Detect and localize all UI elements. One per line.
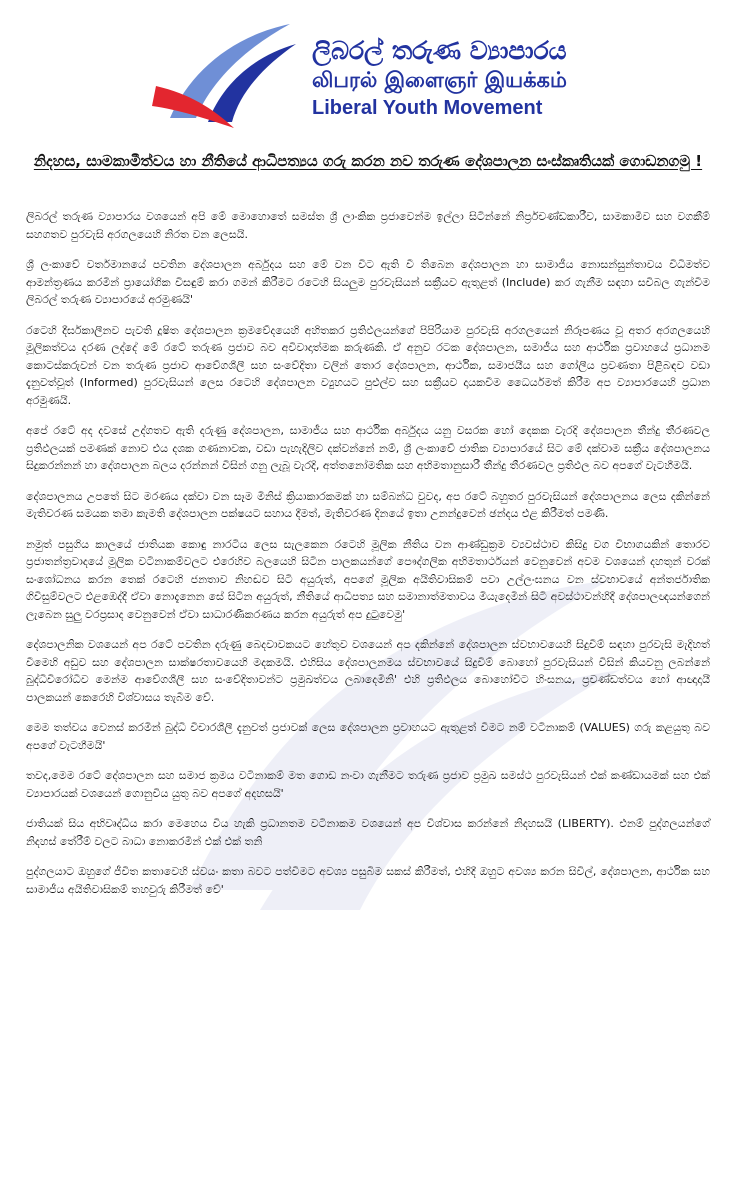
paragraph: ශ්‍රී ලංකාවේ වර්තමානයේ පවතින දේශපාලන අර්බුදය සහ මේ වන විට ඇති වී තිබෙන දේශපාලන හා සාමාජීය නොසන්සුන්තාවය විධිමත්ව ආමන්ත්‍රණය කරමින් ප්‍රායෝගික විසඳුම් කරා ගමන් කිරීමට රටෙහි සියලුම පුරවැසියන් සක්‍රීයව ඇතුළත් (Include) කර ගැනීම සඳහා සවිබල ගැන්වීම ලිබරල් තරුණ ව්‍යාපාරයේ අරමුණයි' [26, 258, 710, 306]
statement-body [26, 208, 710, 911]
paragraph: දේශපාලනික වශයෙන් අප රටේ පවතින දරුණු බෙදවාවකයට හේතුව වශයෙන් අප දකින්නේ දේශපාලන ස්වභාවයෙහි සිදුවීම් සඳහා පුරවැසි මැදිහත් වීමෙහි අඩුව සහ දේශපාලන සාක්ෂරතාවයෙහි මදකමයි. එහිසිය දේශපාලනමය ස්වභාවයේ සිදුවීම් බොහෝ පුරවැසියන් විසින් කියවනු ලබන්නේ බුද්ධිවිරෝධීව මෙන්ම ආවේගශීලී සහ සංවේදිතාවන්ට ප්‍රමුඛත්වය ලබාදෙමිනි' එහි ප්‍රතිඵලය බොහෝවිට හිංසනය, ප්‍රචණ්ඩත්වය හෝ ආඥාදායී පාලකයන් කෙරෙහි විශ්වාසය තැබීම වේ. [26, 638, 710, 704]
paragraph: රටෙහි දීර්ඝකාලීනව පැවති දූෂිත දේශපාලන ක්‍රමවේදයෙහි අහිතකර ප්‍රතිඵලයන්ගේ පිපිරියාම පුරවැසි අරගලයෙන් නිරූපණය වූ අතර අරගලයෙහි මූලිකත්වය දරණ ලද්දේ මේ රටේ තරුණ ප්‍රජාව බව අවිවාදාත්මක කරුණකි. ඒ අනුව රටක දේශපාලන, සමාජීය සහ ආර්ථික ප්‍රවාහයේ ප්‍රධානම කොටස්කරුවන් වන තරුණ ප්‍රජාව ආවේගශීලී සහ සංවේදිතා වලින් තොර දේශපාලන, ආර්ථික, සමාජයීය සහ ගෝලීය ප්‍රවණතා පිළිබඳව වඩා දැනුවත්වූත් (Informed) පුරවැසියන් ලෙස රටෙහි දේශපාලන ව්‍යුහයට පුළුල්ව සහ සක්‍රීයව දායකවීම ධෛර්යමත් කිරීම අප ව්‍යාපාරයෙහි ප්‍රධාන අරමුණයි. [26, 323, 710, 407]
org-name-english: Liberal Youth Movement [312, 97, 543, 119]
paragraph: මෙම තත්වය වෙනස් කරමින් බුද්ධි විචාරශීලී දැනුවත් ප්‍රජාවක් ලෙස දේශපාලන ප්‍රවාහයට ඇතුළත් වීමට නම් වටිනාකම් (VALUES) ගරු කළයුතු බව අපගේ වැටහීමයි' [26, 721, 710, 752]
paragraph: තවද,මෙම රටේ දේශපාලන සහ සමාජ ක්‍රමය වටිනාකම් මත ගොඩ නංවා ගැනීමට තරුණ ප්‍රජාව ප්‍රමුඛ සමස්ථ පුරවැසියන් එක් කණ්ඩායමක් සහ එක් ව්‍යාපාරයක් වශයෙන් ගොනුවිය යුතු බව අපගේ අදහසයි' [26, 769, 710, 800]
paragraph: පුද්ගලයාට ඔහුගේ ජීවිත කතාවෙහි ස්වයං කතා බවට පත්වීමට අවශ්‍ය පසුබිම සකස් කිරීමත්, එහිදී ඔහුට අවශ්‍ය කරන සිවිල්, දේශපාලන, ආර්ථික සහ සාමාජීය අයිතිවාසිකම් තහවුරු කිරීමත් වේ' [26, 865, 710, 896]
dove-logo-icon [150, 14, 300, 130]
paragraph: දේශපාලනය උපතේ සිට මරණය දක්වා වන සෑම මිනිස් ක්‍රියාකාරකමක් හා සම්බන්ධ වුවද, අප රටේ බහුතර පුරවැසියන් දේශපාලනය ලෙස දකින්නේ මැතිවරණ සමයක තමා කැමති දේශපාලන පක්ෂයට සහාය දීමත්, මැතිවරණ දිනයේ ඉතා උනන්දුවෙන් ඡන්දය එළ කිරීමත් පමණි. [26, 489, 710, 520]
letterhead [150, 14, 610, 134]
org-name-sinhala: ලිබරල් තරුණ ව්‍යාපාරය [312, 36, 567, 65]
document-headline: නිදහස, සාමකාමීත්වය හා නීතියේ ආධිපත්‍යය ගරු කරන නව තරුණ දේශපාලන සංස්කෘතියක් ගොඩනගමු ! [33, 152, 703, 170]
paragraph: නමුත් පසුගිය කාලයේ ජාතියක කොඳු නාරටිය ලෙස සැලකෙන රටෙහි මූලික නීතිය වන ආණ්ඩුක්‍රම ව්‍යවස්ථාව කිසිදු වග විභාගයකින් තොරව ප්‍රජාතන්ත්‍රවාදයේ මූලික වටිනාකම්වලට එරෙහිව බලයෙහි සිටින පාලකයන්ගේ පෞද්ගලික අභිමතාර්ථයන් වෙනුවෙන් අවම වශයෙන් දහතුන් වරක් සංශෝධනය කරන තෙක් රටෙහි ජනතාව නිහඬව සිටි අයුරුත්, අපගේ මූලික අයිතිවාසිකම් පවා උල්ලංඝනය වන ස්වභාවයේ අන්තර්ජාතික ගිවිසුම්වලට එළඹෙද්දී ඒවා නොදැනෙන සේ සිටින අයුරුත්, නීතියේ ආධිපත්‍ය සහ සමානාත්මතාවය මියැදෙමින් සිටි අවස්ථාවන්හිදී දේශපාලඥයන්ගෙන් ලැබෙන සුලු වරප්‍රසාද වෙනුවෙන් ඒවා සාධාරණීකරණය කරන අයුරුත් අප දුටුවෙමු' [26, 537, 710, 621]
paragraph: ජාතියක් සිය අභිවෘද්ධිය කරා මෙහෙය විය හැකි ප්‍රධානතම වටිනාකම වශයෙන් අප විශ්වාස කරන්නේ නිදහසයි (LIBERTY). එනම් පුද්ගලයන්ගේ නිදහස් තේරීම් වලට බාධා නොකරමින් එක් එක් තනි [26, 817, 710, 848]
org-name-tamil: லிபரல் இளைஞர் இயக்கம் [312, 68, 567, 92]
paragraph: ලිබරල් තරුණ ව්‍යාපාරය වශයෙන් අපි මේ මොහොතේ සමස්ත ශ්‍රී ලාංකික ප්‍රජාවෙන්ම ඉල්ලා සිටින්නේ නිර්ප්‍රචණ්ඩකාරීව, සාමකාමීව සහ වගකීම් සහගතව පුරවැසි අරගලයෙහි නිරත වන ලෙසයි. [26, 210, 710, 241]
paragraph: අපේ රටේ අද දවසේ උද්ගතව ඇති දරුණු දේශපාලන, සාමාජීය සහ ආර්ථික අර්බුදය යනු වසරක හෝ දෙකක වැරදි දේශපාලන තීන්දු තීරණවල ප්‍රතිඵලයක් පමණක් නොව එය දශක ගණනාවක, වඩා පැහැදිලිව දක්වන්නේ නම්, ශ්‍රී ලංකාවේ ජාතික ව්‍යාපාරයේ සිට මේ දක්වාම සක්‍රීය දේශපාලනය සිදුකරන්නන් හා දේශපාලන බලය දරන්නන් විසින් ගනු ලැබූ වැරදි, අත්තනෝමතික සහ අභිමතානුසාරී තීන්දු තීරණවල ප්‍රතිඵල බව අපගේ වැටහීමයි. [26, 424, 710, 472]
